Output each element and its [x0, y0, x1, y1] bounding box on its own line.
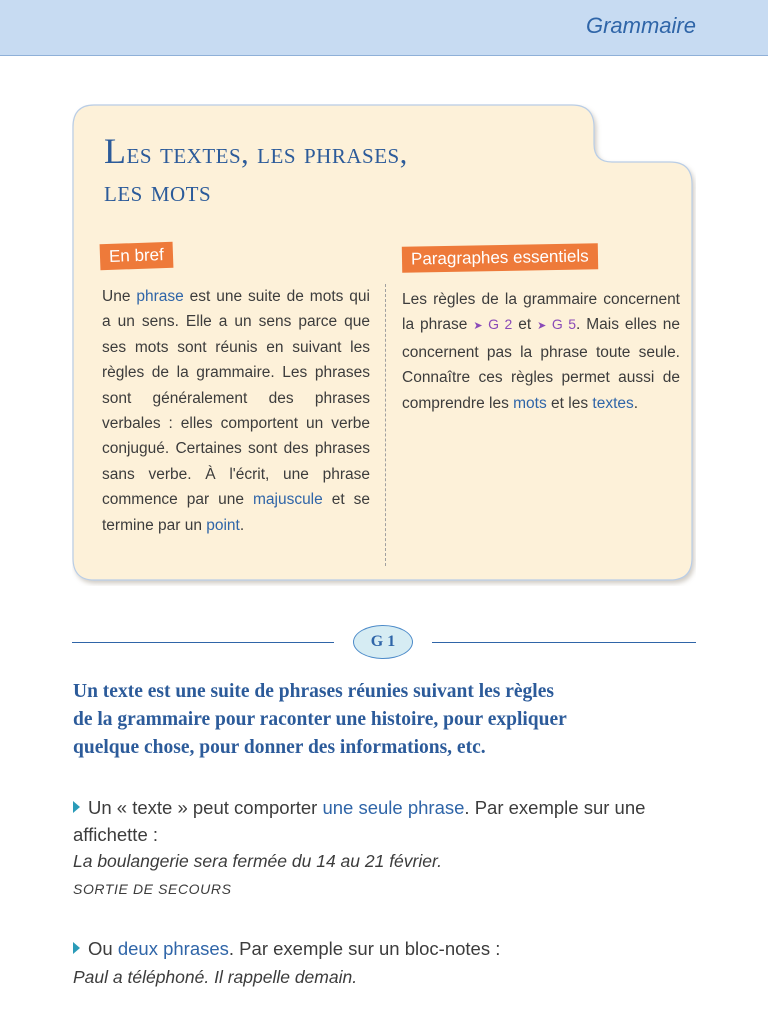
paragraph-deux-phrases [73, 935, 713, 962]
divider-right [432, 642, 696, 643]
header-band [0, 0, 768, 56]
keyword-majuscule: majuscule [252, 491, 323, 509]
lead-line: quelque chose, pour donner des informations, etc. [73, 737, 486, 758]
bullet-icon [73, 942, 80, 954]
example-bloc-notes: Paul a téléphoné. Il rappelle demain. [73, 967, 358, 987]
example-affichette: La boulangerie sera fermée du 14 au 21 février. [73, 851, 443, 871]
section-title: Grammaire [585, 13, 696, 38]
lead-line: Un texte est une suite de phrases réunies suivant les règles [73, 681, 554, 702]
bullet-icon [73, 801, 80, 813]
tag-paragraphes-essentiels: Paragraphes essentiels [402, 243, 598, 272]
keyword-mots: mots [513, 394, 547, 412]
summary-card [72, 104, 696, 586]
text: . Par exemple sur une affichette : [73, 797, 646, 845]
ref-link-g2[interactable] [473, 316, 512, 332]
arrow-icon: ➤ [473, 320, 483, 333]
text: . [633, 394, 639, 412]
paragraph-une-seule-phrase [73, 794, 713, 848]
lead-statement [73, 678, 673, 762]
text: Une [102, 288, 137, 305]
title-line1: es textes, les phrases, [126, 137, 408, 170]
example-sortie-de-secours: SORTIE DE SECOURS [73, 881, 232, 897]
summary-left-column [102, 284, 370, 538]
title-initial: L [104, 131, 127, 171]
text: et les [546, 394, 593, 412]
text: Ou [88, 938, 118, 959]
keyword-une-seule-phrase: une seule phrase [322, 797, 465, 818]
keyword-phrase: phrase [136, 288, 184, 305]
ref-label: G 2 [482, 316, 513, 333]
text: et se termine par un [102, 491, 370, 534]
column-divider [385, 284, 386, 566]
card-title [104, 132, 624, 211]
keyword-deux-phrases: deux phrases [117, 938, 229, 959]
keyword-point: point [206, 516, 240, 534]
text: . Mais elles ne concernent pas la phrase toute seule. Connaître ces règles permet aussi de comprendre les [402, 316, 680, 412]
title-line2: les mots [104, 175, 212, 208]
keyword-textes: textes [592, 394, 634, 412]
text: et [512, 316, 538, 334]
text: est une suite de mots qui a un sens. Elle a un sens parce que ses mots sont réunis en suivant les règles de la grammaire. Les phrases sont généralement des phrases verbales : elles comportent un verbe conjugué. Certaines sont des phrases sans verbe. À l'écrit, une phrase commence par une [102, 288, 370, 509]
lead-line: de la grammaire pour raconter une histoire, pour expliquer [73, 709, 567, 730]
text: Les règles de la grammaire concernent la phrase [402, 291, 680, 334]
ref-label: G 5 [546, 316, 577, 333]
section-badge-g1: G 1 [353, 625, 413, 659]
tag-en-bref: En bref [100, 242, 174, 271]
ref-link-g5[interactable] [537, 316, 576, 332]
summary-right-column [402, 287, 680, 416]
arrow-icon: ➤ [537, 320, 547, 333]
text: . [239, 516, 245, 534]
text: Un « texte » peut comporter [88, 797, 323, 818]
divider-left [72, 642, 334, 643]
text: . Par exemple sur un bloc-notes : [228, 938, 501, 959]
